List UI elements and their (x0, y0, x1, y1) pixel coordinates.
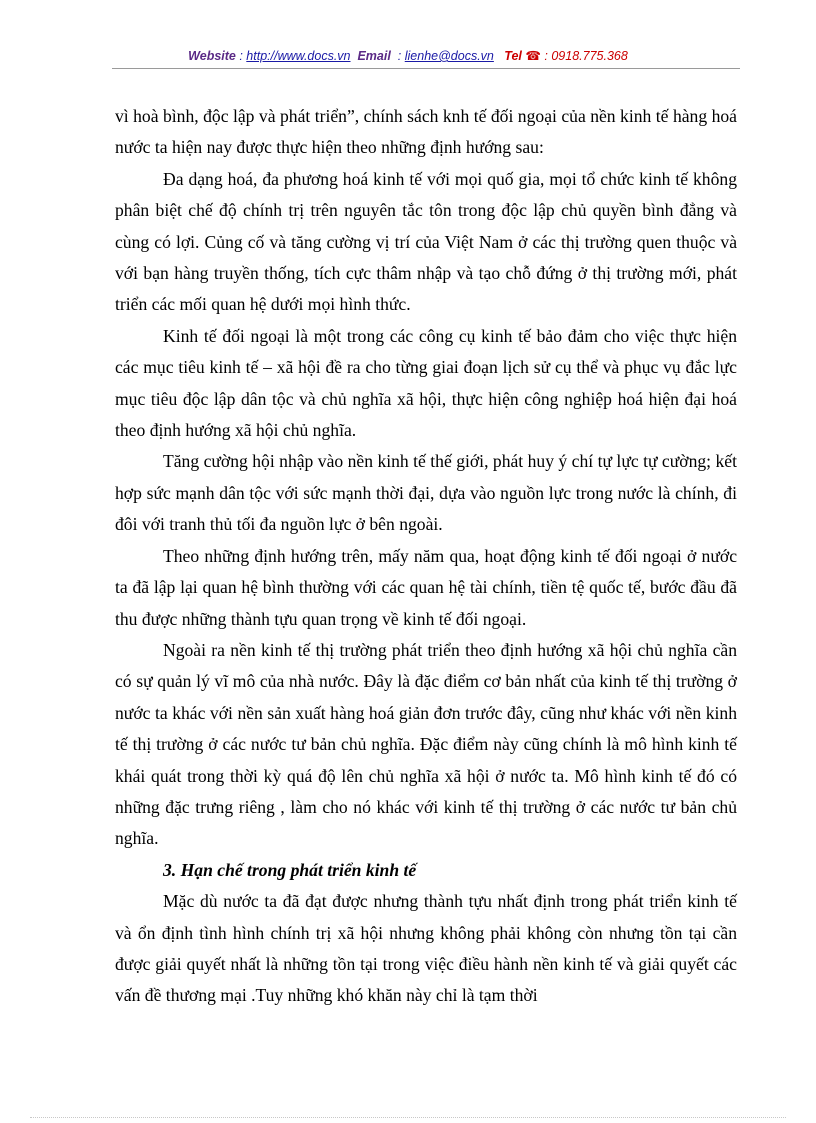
paragraph-continuation: vì hoà bình, độc lập và phát triển”, chính sách knh tế đối ngoại của nền kinh tế hàng hoá nước ta hiện nay được thực hiện theo những định hướng sau: (115, 106, 737, 158)
paragraph: Kinh tế đối ngoại là một trong các công cụ kinh tế bảo đảm cho việc thực hiện các mục tiêu kinh tế – xã hội đề ra cho từng giai đoạn lịch sử cụ thể và phục vụ đắc lực mục tiêu độc lập dân tộc và chủ nghĩa xã hội, thực hiện công nghiệp hoá hiện đại hoá theo định hướng xã hội chủ nghĩa. (115, 325, 737, 441)
phone-number: 0918.775.368 (551, 49, 628, 63)
paragraph: Mặc dù nước ta đã đạt được nhưng thành tựu nhất định trong phát triển kinh tế và ổn định tình hình chính trị xã hội nhưng không phải không còn nhưng tồn tại cần được giải quyết nhất là những tồn tại trong việc điều hành nền kinh tế và giải quyết các vấn đề thương mại .Tuy những khó khăn này chỉ là tạm thời (115, 891, 737, 1006)
website-label: Website (188, 49, 236, 63)
page-bottom-border (30, 1117, 786, 1118)
section-heading: 3. Hạn chế trong phát triển kinh tế (163, 859, 417, 880)
tel-separator: : (540, 49, 552, 63)
website-separator: : (235, 49, 247, 63)
page-header (0, 48, 816, 63)
paragraph: Theo những định hướng trên, mấy năm qua, hoạt động kinh tế đối ngoại ở nước ta đã lập lại quan hệ bình thường với các quan hệ tài chính, tiền tệ quốc tế, bước đầu đã thu được những thành tựu quan trọng về kinh tế đối ngoại. (115, 545, 737, 629)
tel-label: Tel ☎ (504, 49, 541, 63)
paragraph: Tăng cường hội nhập vào nền kinh tế thế giới, phát huy ý chí tự lực tự cường; kết hợp sức mạnh dân tộc với sức mạnh thời đại, dựa vào nguồn lực trong nước là chính, đi đôi với tranh thủ tối đa nguồn lực ở bên ngoài. (115, 451, 737, 535)
email-separator: : (394, 49, 405, 63)
paragraph: Đa dạng hoá, đa phương hoá kinh tế với mọi quố gia, mọi tổ chức kinh tế không phân biệt chế độ chính trị trên nguyên tắc tôn trong độc lập chủ quyền bình đẳng và cùng có lợi. Củng cố và tăng cường vị trí của Việt Nam ở các thị trường quen thuộc và với bạn hàng truyền thống, tích cực thâm nhập và tạo chỗ đứng ở thị trường mới, phát triển các mối quan hệ dưới mọi hình thức. (115, 168, 737, 315)
header-divider (112, 68, 740, 69)
email-label: Email (357, 49, 391, 63)
email-link[interactable]: lienhe@docs.vn (404, 49, 494, 63)
paragraph: Ngoài ra nền kinh tế thị trường phát triển theo định hướng xã hội chủ nghĩa cần có sự quản lý vĩ mô của nhà nước. Đây là đặc điểm cơ bản nhất của kinh tế thị trường ở nước ta khác với nền sản xuất hàng hoá giản đơn trước đây, cũng như khác với nền kinh tế thị trường ở các nước tư bản chủ nghĩa. Đặc điểm này cũng chính là mô hình kinh tế khái quát trong thời kỳ quá độ lên chủ nghĩa xã hội ở nước ta. Mô hình kinh tế đó có những đặc trưng riêng , làm cho nó khác với kinh tế thị trường ở các nước tư bản chủ nghĩa. (115, 639, 737, 849)
document-body (115, 101, 737, 1012)
website-link[interactable]: http://www.docs.vn (246, 49, 351, 63)
